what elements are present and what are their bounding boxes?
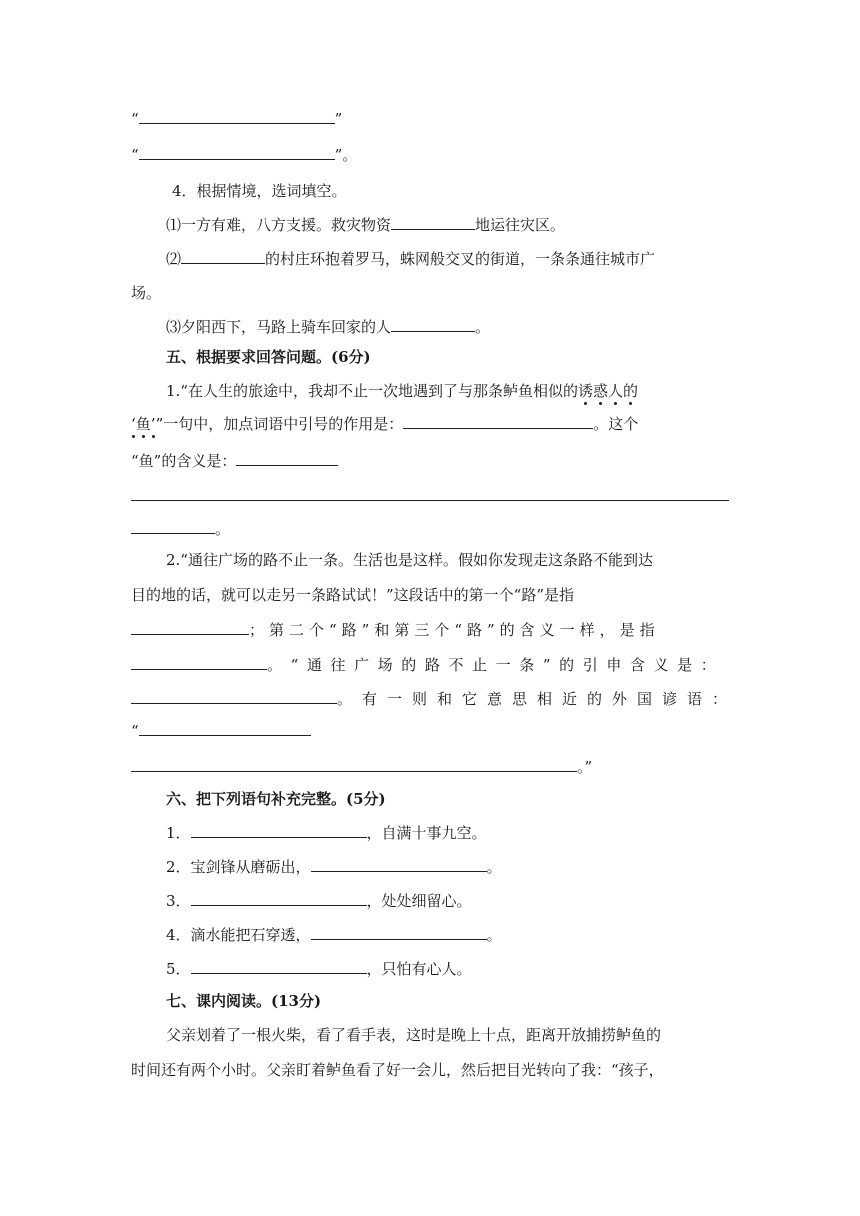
question-text: 1.“在人生的旅途中，我却不止一次地遇到了与那条鲈鱼相似的 — [166, 382, 578, 400]
item-text: ⑵ — [166, 250, 182, 268]
item-number: 4． — [166, 926, 191, 944]
answer-blank[interactable] — [131, 518, 215, 534]
item-number: 5． — [166, 960, 191, 978]
sec5-q2-line5 — [131, 688, 737, 710]
question-4-title: 4．根据情境，选词填空。 — [172, 182, 347, 200]
answer-blank[interactable] — [403, 413, 593, 429]
sec5-q1-line2 — [131, 413, 638, 435]
item-text: 。 — [486, 858, 502, 876]
sec5-q2-line4 — [131, 654, 724, 676]
item-text: ，只怕有心人。 — [366, 960, 472, 978]
answer-blank[interactable] — [236, 450, 338, 466]
item-text: ，处处细留心。 — [366, 892, 472, 910]
section-5-title: 五、根据要求回答问题。(6分) — [166, 348, 371, 366]
close-quote: ”。 — [334, 146, 358, 164]
answer-blank[interactable] — [139, 108, 335, 124]
question-text: ”一句中，加点词语中引号的作用是： — [155, 415, 404, 433]
question-4-item-2 — [166, 248, 655, 270]
sec5-q2-line3 — [131, 619, 660, 641]
sec6-item-5 — [166, 958, 472, 980]
close-quote: ” — [334, 110, 343, 128]
question-text: 。这个 — [593, 415, 639, 433]
open-quote: “ — [131, 146, 139, 164]
section-7-title: 七、课内阅读。(13分) — [166, 992, 322, 1010]
open-quote: “ — [131, 110, 139, 128]
sec6-item-2 — [166, 856, 502, 878]
answer-blank[interactable] — [131, 756, 577, 772]
answer-blank[interactable] — [311, 856, 487, 872]
sec5-q1-line1 — [166, 380, 638, 402]
reading-paragraph-line-1: 父亲划着了一根火柴，看了看手表，这时是晚上十点，距离开放捕捞鲈鱼的 — [166, 1026, 662, 1044]
answer-blank[interactable] — [181, 248, 265, 264]
answer-blank[interactable] — [311, 924, 487, 940]
sec5-q2-line2: 目的地的话，就可以走另一条路试试！”这段话中的第一个“路”是指 — [131, 586, 575, 604]
sec5-q1-line3 — [131, 450, 338, 472]
answer-blank[interactable] — [131, 619, 249, 635]
emphasis-char: ‘ — [131, 415, 136, 433]
reading-paragraph-line-2: 时间还有两个小时。父亲盯着鲈鱼看了好一会儿，然后把目光转向了我：“孩子， — [131, 1061, 664, 1079]
sec5-q2-line1: 2.“通往广场的路不止一条。生活也是这样。假如你发现走这条路不能到达 — [166, 551, 653, 569]
section-6-title: 六、把下列语句补充完整。(5分) — [166, 790, 386, 808]
question-text: ；第二个“路”和第三个“路”的含义一样，是指 — [249, 621, 660, 639]
item-text: ，自满十事九空。 — [366, 824, 487, 842]
emphasis-char: 的 — [623, 382, 639, 400]
emphasis-char: 鱼 — [135, 415, 151, 433]
answer-blank[interactable] — [191, 958, 367, 974]
open-quote: “ — [131, 722, 139, 740]
item-text: ⑶夕阳西下，马路上骑车回家的人 — [166, 318, 392, 336]
answer-blank[interactable] — [191, 822, 367, 838]
question-4-item-3 — [166, 316, 490, 338]
answer-blank[interactable] — [391, 316, 475, 332]
question-text: 。 — [215, 520, 231, 538]
question-text: “鱼”的含义是： — [131, 452, 237, 470]
answer-blank[interactable] — [391, 214, 475, 230]
close-quote: 。” — [577, 758, 593, 776]
emphasis-char: 惑 — [593, 382, 609, 400]
question-4-item-1 — [166, 214, 565, 236]
question-text: 。“通往广场的路不止一条”的引申含义是： — [267, 656, 725, 674]
quote-line-2 — [131, 144, 357, 166]
answer-blank[interactable] — [131, 654, 267, 670]
answer-line[interactable] — [131, 500, 729, 501]
item-text: 地运往灾区。 — [475, 216, 566, 234]
sec6-item-3 — [166, 890, 472, 912]
item-number: 3． — [166, 892, 191, 910]
question-4-item-2-cont: 场。 — [131, 284, 162, 302]
sec6-item-1 — [166, 822, 487, 844]
answer-blank[interactable] — [139, 144, 335, 160]
sec5-q2-line6 — [131, 720, 311, 742]
item-number: 2． — [166, 858, 191, 876]
emphasis-char: 人 — [608, 382, 624, 400]
item-number: 1． — [166, 824, 191, 842]
question-text: 。有一则和它意思相近的外国谚语： — [337, 690, 738, 708]
emphasis-char: ’ — [150, 415, 156, 433]
sec5-q2-line7 — [131, 756, 592, 778]
item-text: 的村庄环抱着罗马，蛛网般交叉的街道，一条条通往城市广 — [265, 250, 656, 268]
item-text: 宝剑锋从磨砺出， — [190, 858, 311, 876]
answer-blank[interactable] — [191, 890, 367, 906]
answer-blank[interactable] — [131, 688, 337, 704]
item-text: 。 — [486, 926, 502, 944]
item-text: ⑴一方有难，八方支援。救灾物资 — [166, 216, 392, 234]
item-text: 滴水能把石穿透， — [190, 926, 311, 944]
sec5-q1-line5 — [131, 518, 230, 540]
sec6-item-4 — [166, 924, 502, 946]
emphasis-char: 诱 — [577, 382, 593, 400]
quote-line-1 — [131, 108, 342, 130]
answer-blank[interactable] — [139, 720, 311, 736]
item-text: 。 — [475, 318, 491, 336]
